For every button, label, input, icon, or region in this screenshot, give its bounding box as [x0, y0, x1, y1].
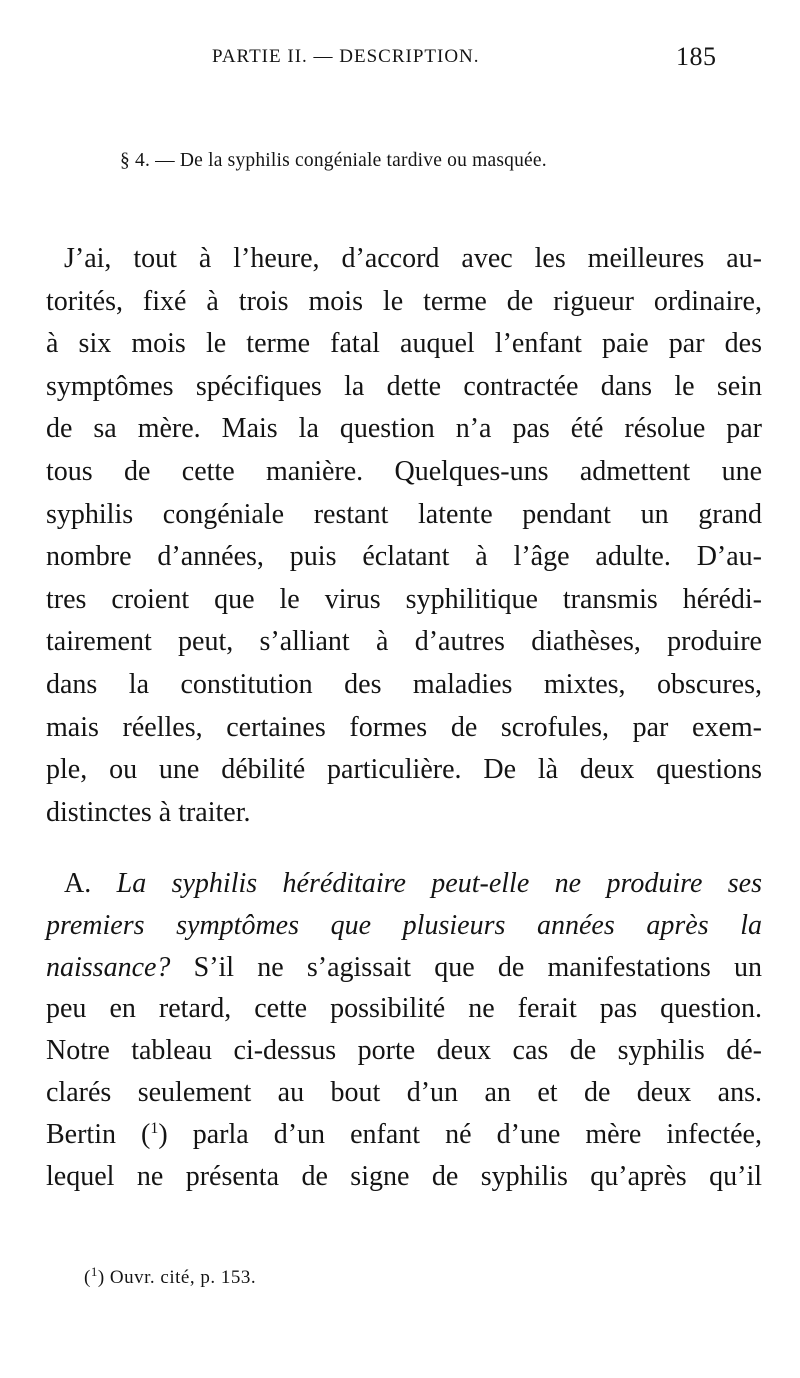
paragraph-1-line: nombre d’années, puis éclatant à l’âge adulte. D’au- — [46, 541, 762, 573]
paragraph-2-line: peu en retard, cette possibilité ne ferait pas question. — [46, 993, 762, 1025]
running-head-title: PARTIE II. — DESCRIPTION. — [212, 46, 480, 67]
paragraph-2-line: clarés seulement au bout d’un an et de deux ans. — [46, 1076, 762, 1108]
footnote-mark-close: ) — [97, 1267, 105, 1288]
paragraph-1-line: à six mois le terme fatal auquel l’enfant paie par des — [46, 328, 762, 360]
paragraph-2-line: lequel ne présenta de signe de syphilis qu’après qu’il — [46, 1160, 762, 1192]
footnote-mark: 1 — [90, 1264, 98, 1279]
footnote-reference: 1 — [150, 1119, 159, 1137]
paragraph-2-text: ) parla d’un enfant né d’une mère infectée, — [158, 1118, 762, 1150]
paragraph-2-line: premiers symptômes que plusieurs années après la — [46, 909, 762, 941]
section-heading: § 4. — De la syphilis congéniale tardive ou masquée. — [120, 150, 547, 171]
paragraph-2-line — [46, 947, 762, 989]
paragraph-1-line: de sa mère. Mais la question n’a pas été résolue par — [46, 413, 762, 445]
paragraph-1-line: symptômes spécifiques la dette contractée dans le sein — [46, 370, 762, 402]
paragraph-1-line: distinctes à traiter. — [46, 796, 251, 828]
paragraph-1-line: torités, fixé à trois mois le terme de rigueur ordinaire, — [46, 285, 762, 317]
paragraph-1-line: mais réelles, certaines formes de scrofules, par exem- — [46, 711, 762, 743]
paragraph-2-line — [46, 863, 762, 905]
section-letter: A. — [64, 868, 117, 899]
paragraph-1 — [46, 238, 762, 834]
paragraph-1-line: tres croient que le virus syphilitique transmis hérédi- — [46, 583, 762, 615]
paragraph-2-line: Notre tableau ci-dessus porte deux cas de syphilis dé- — [46, 1035, 762, 1067]
running-head — [0, 42, 800, 76]
paragraph-2-line — [46, 1114, 762, 1156]
paragraph-2-text: Bertin ( — [46, 1118, 151, 1150]
paragraph-1-line: dans la constitution des maladies mixtes, obscures, — [46, 668, 762, 700]
paragraph-1-line: tairement peut, s’alliant à d’autres diathèses, produire — [46, 626, 762, 658]
footnote — [84, 1264, 256, 1289]
paragraph-2-text: S’il ne s’agissait que de manifestations un — [170, 951, 762, 983]
footnote-mark-open: ( — [84, 1267, 91, 1288]
paragraph-1-line: syphilis congéniale restant latente pendant un grand — [46, 498, 762, 530]
paragraph-1-line: ple, ou une débilité particulière. De là deux questions — [46, 754, 762, 786]
footnote-text: Ouvr. cité, p. 153. — [104, 1267, 257, 1288]
paragraph-2 — [46, 863, 762, 1197]
question-text: La syphilis héréditaire peut-elle ne produire ses — [116, 868, 762, 899]
question-text-end: naissance? — [46, 951, 171, 983]
paragraph-1-line: tous de cette manière. Quelques-uns admettent une — [46, 455, 762, 487]
paragraph-1-line: J’ai, tout à l’heure, d’accord avec les meilleures au- — [64, 243, 762, 274]
page-number: 185 — [676, 42, 717, 71]
